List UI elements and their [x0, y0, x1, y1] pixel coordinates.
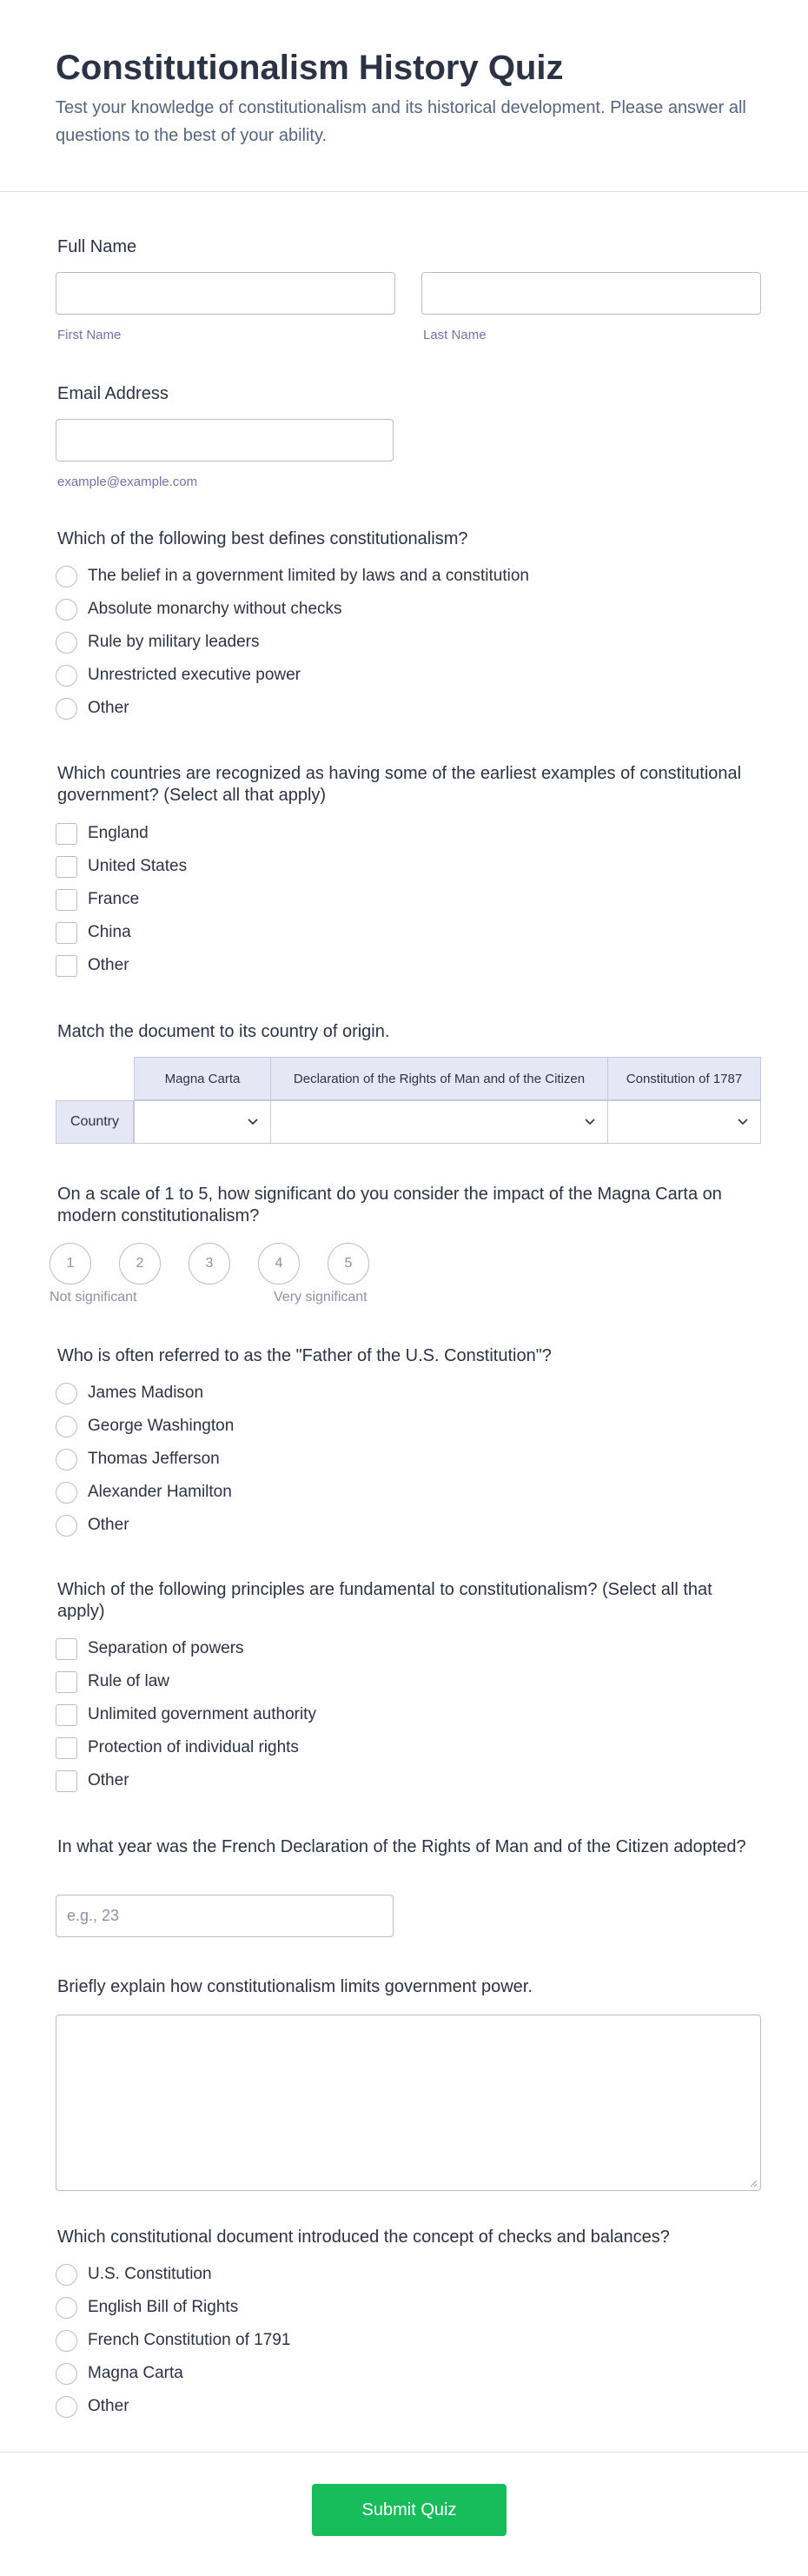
option-label: Absolute monarchy without checks	[88, 600, 342, 618]
radio-option[interactable]	[56, 1447, 220, 1471]
checkbox-option[interactable]	[56, 920, 131, 945]
email-sublabel: example@example.com	[57, 475, 198, 489]
scale-high-caption: Very significant	[274, 1290, 368, 1305]
checkbox-option[interactable]	[56, 821, 149, 846]
option-label: China	[88, 923, 131, 941]
checkbox-option[interactable]	[56, 854, 187, 879]
matrix-column-header: Magna Carta	[134, 1057, 271, 1100]
question-explain	[57, 1976, 761, 1998]
option-label: French Constitution of 1791	[88, 2331, 291, 2349]
full-name-label: Full Name	[57, 237, 137, 256]
scale-option[interactable]: 3	[189, 1243, 230, 1285]
checkbox-option[interactable]	[56, 1670, 169, 1694]
checkbox[interactable]	[56, 922, 77, 944]
option-label: United States	[88, 857, 188, 875]
checkbox[interactable]	[56, 1638, 77, 1660]
radio-circle[interactable]	[56, 1416, 77, 1437]
option-label: Other	[88, 1771, 129, 1789]
scale-option[interactable]: 4	[258, 1243, 300, 1285]
form-title: Constitutionalism History Quiz	[56, 49, 564, 87]
radio-circle[interactable]	[56, 1383, 77, 1404]
scale-option[interactable]: 2	[119, 1243, 161, 1285]
option-label: Unrestricted executive power	[88, 666, 301, 684]
question-countries-label: Which countries are recognized as having some of the earliest examples of constitutional government? (Select all that apply)	[57, 764, 742, 805]
email-label-wrap	[57, 383, 761, 405]
option-label: Separation of powers	[88, 1639, 244, 1657]
form-header	[0, 0, 808, 192]
radio-circle[interactable]	[56, 599, 77, 621]
option-label: The belief in a government limited by laws and a constitution	[88, 567, 529, 585]
radio-option[interactable]	[56, 597, 342, 621]
option-label: Unlimited government authority	[88, 1705, 316, 1723]
chevron-down-icon	[736, 1114, 750, 1128]
option-label: Other	[88, 1516, 129, 1534]
option-label: Protection of individual rights	[88, 1738, 299, 1756]
last-name-sublabel: Last Name	[423, 328, 487, 342]
radio-circle[interactable]	[56, 566, 77, 588]
option-label: U.S. Constitution	[88, 2265, 212, 2283]
option-label: Rule of law	[88, 1672, 169, 1690]
radio-circle[interactable]	[56, 2330, 77, 2352]
checkbox-option[interactable]	[56, 953, 129, 978]
radio-circle[interactable]	[56, 1449, 77, 1471]
radio-option[interactable]	[56, 564, 529, 588]
explain-textarea[interactable]	[56, 2015, 761, 2191]
radio-option[interactable]	[56, 630, 259, 654]
question-principles	[57, 1579, 761, 1623]
question-match	[57, 1021, 761, 1043]
radio-option[interactable]	[56, 2394, 129, 2419]
form-description: Test your knowledge of constitutionalism and its historical development. Please answer all questions to the best of your ability.	[56, 98, 746, 145]
checkbox[interactable]	[56, 955, 77, 977]
radio-option[interactable]	[56, 2361, 183, 2386]
checkbox[interactable]	[56, 1737, 77, 1759]
question-checks-label: Which constitutional document introduced the concept of checks and balances?	[57, 2227, 670, 2247]
checkbox[interactable]	[56, 1770, 77, 1792]
radio-option[interactable]	[56, 1480, 232, 1504]
question-define-label: Which of the following best defines constitutionalism?	[57, 529, 468, 548]
radio-option[interactable]	[56, 2262, 212, 2287]
radio-circle[interactable]	[56, 1515, 77, 1537]
option-label: England	[88, 824, 149, 842]
option-label: English Bill of Rights	[88, 2298, 239, 2316]
scale-low-caption: Not significant	[50, 1290, 137, 1305]
email-label: Email Address	[57, 384, 169, 403]
checkbox-option[interactable]	[56, 1736, 299, 1760]
radio-option[interactable]	[56, 663, 301, 687]
radio-circle[interactable]	[56, 632, 77, 654]
checkbox[interactable]	[56, 856, 77, 878]
submit-button[interactable]: Submit Quiz	[312, 2484, 507, 2536]
option-label: George Washington	[88, 1417, 235, 1435]
checkbox[interactable]	[56, 1671, 77, 1693]
question-scale-label: On a scale of 1 to 5, how significant do you consider the impact of the Magna Carta on modern constitutionalism?	[57, 1185, 722, 1225]
option-label: Alexander Hamilton	[88, 1483, 232, 1501]
option-label: Other	[88, 2397, 129, 2415]
checkbox[interactable]	[56, 889, 77, 911]
radio-option[interactable]	[56, 1513, 129, 1537]
year-input[interactable]: e.g., 23	[56, 1895, 394, 1937]
radio-circle[interactable]	[56, 665, 77, 687]
radio-option[interactable]	[56, 2328, 290, 2353]
checkbox-option[interactable]	[56, 1703, 316, 1727]
match-matrix	[56, 1057, 761, 1144]
checkbox-option[interactable]	[56, 887, 139, 912]
radio-circle[interactable]	[56, 2264, 77, 2286]
question-match-label: Match the document to its country of origin.	[57, 1022, 390, 1041]
question-principles-label: Which of the following principles are fundamental to constitutionalism? (Select all that apply)	[57, 1580, 712, 1621]
checkbox-option[interactable]	[56, 1769, 129, 1793]
checkbox-option[interactable]	[56, 1637, 244, 1661]
option-label: Rule by military leaders	[88, 633, 260, 651]
radio-circle[interactable]	[56, 2363, 77, 2385]
matrix-column-header: Declaration of the Rights of Man and of the Citizen	[270, 1057, 608, 1100]
chevron-down-icon	[583, 1114, 597, 1128]
option-label: Magna Carta	[88, 2364, 183, 2382]
full-name-label-wrap	[57, 236, 761, 258]
option-label: France	[88, 890, 140, 908]
matrix-dropdown[interactable]	[607, 1100, 761, 1144]
chevron-down-icon	[246, 1114, 260, 1128]
radio-option[interactable]	[56, 2295, 238, 2320]
last-name-input[interactable]	[421, 272, 761, 315]
email-input[interactable]	[56, 419, 394, 461]
radio-option[interactable]	[56, 1381, 203, 1405]
option-label: Other	[88, 956, 129, 974]
question-father	[57, 1345, 761, 1367]
question-define	[57, 528, 761, 550]
question-year-label: In what year was the French Declaration of the Rights of Man and of the Citizen adopted?	[57, 1837, 746, 1856]
matrix-row-label: Country	[56, 1100, 134, 1144]
radio-circle[interactable]	[56, 2396, 77, 2418]
radio-circle[interactable]	[56, 698, 77, 720]
radio-circle[interactable]	[56, 2297, 77, 2319]
option-label: James Madison	[88, 1384, 204, 1402]
radio-option[interactable]	[56, 696, 129, 720]
question-checks	[57, 2227, 761, 2248]
first-name-input[interactable]	[56, 272, 395, 315]
matrix-column-header: Constitution of 1787	[607, 1057, 761, 1100]
option-label: Thomas Jefferson	[88, 1450, 220, 1468]
first-name-sublabel: First Name	[57, 328, 122, 342]
checkbox[interactable]	[56, 1704, 77, 1726]
question-scale	[57, 1184, 761, 1227]
matrix-dropdown[interactable]	[134, 1100, 271, 1144]
option-label: Other	[88, 699, 129, 717]
checkbox[interactable]	[56, 823, 77, 845]
footer-divider	[0, 2452, 808, 2453]
radio-option[interactable]	[56, 1414, 234, 1438]
question-countries	[57, 763, 761, 807]
question-year	[57, 1836, 761, 1858]
scale-option[interactable]: 1	[50, 1243, 91, 1285]
matrix-dropdown[interactable]	[270, 1100, 608, 1144]
radio-circle[interactable]	[56, 1482, 77, 1504]
resize-grip-icon[interactable]	[749, 2179, 758, 2188]
question-father-label: Who is often referred to as the "Father of the U.S. Constitution"?	[57, 1346, 552, 1365]
question-explain-label: Briefly explain how constitutionalism limits government power.	[57, 1977, 533, 1996]
scale-option[interactable]: 5	[328, 1243, 369, 1285]
